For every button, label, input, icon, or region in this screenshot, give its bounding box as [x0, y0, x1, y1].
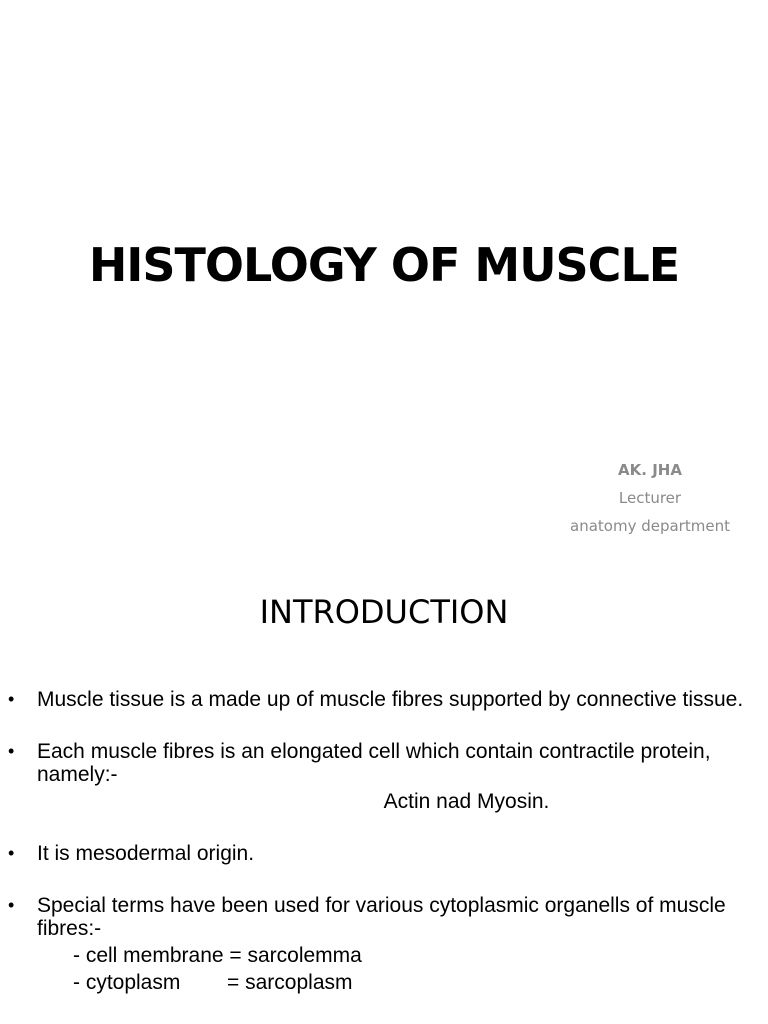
bullet-icon: •	[8, 895, 15, 915]
bullet-icon: •	[8, 741, 15, 761]
introduction-slide	[0, 576, 768, 1024]
list-item	[0, 740, 768, 813]
list-item	[0, 894, 768, 994]
slide-title: HISTOLOGY OF MUSCLE	[88, 238, 680, 292]
author-role: Lecturer	[618, 489, 682, 507]
bullet-icon: •	[8, 843, 15, 863]
author-department: anatomy department	[570, 517, 730, 535]
list-item	[0, 842, 768, 865]
list-item	[0, 688, 768, 711]
sub-item: - cell membrane = sarcolemma	[73, 944, 362, 967]
bullet-text: Each muscle fibres is an elongated cell which contain contractile protein, namely:-	[37, 740, 711, 786]
bullet-text: Muscle tissue is a made up of muscle fibres supported by connective tissue.	[37, 688, 744, 711]
bullet-list	[0, 688, 768, 1023]
bullet-text: Special terms have been used for various cytoplasmic organells of muscle fibres:-	[37, 894, 726, 940]
bullet-text: It is mesodermal origin.	[37, 842, 255, 865]
bullet-centered-line: Actin nad Myosin.	[383, 790, 550, 813]
bullet-icon: •	[8, 689, 15, 709]
sub-item: - cytoplasm = sarcoplasm	[73, 971, 353, 994]
author-block	[540, 456, 760, 540]
author-name: AK. JHA	[618, 461, 682, 479]
slide-heading: INTRODUCTION	[259, 593, 509, 631]
